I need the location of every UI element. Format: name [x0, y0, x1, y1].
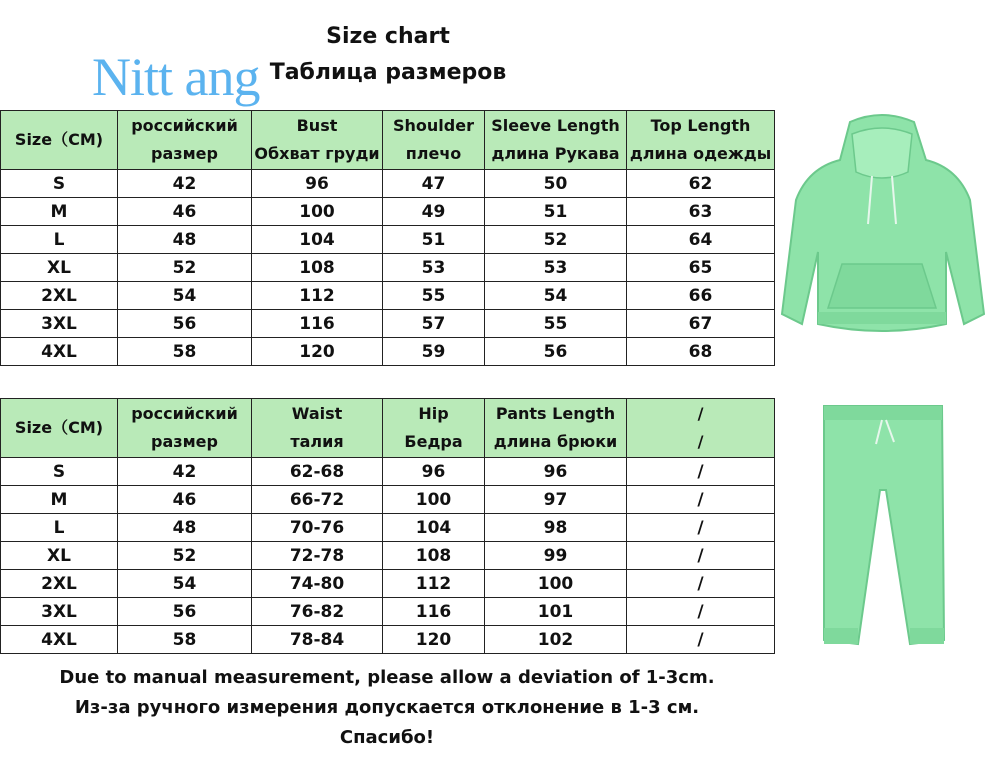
table-cell: 100: [485, 570, 627, 598]
table-cell: 49: [383, 198, 485, 226]
table-cell: 96: [252, 170, 383, 198]
table-cell: 52: [485, 226, 627, 254]
header-cell: [485, 111, 627, 170]
header-label: Size（CM): [14, 130, 104, 149]
table-cell: 46: [118, 198, 252, 226]
measurement-note-en: Due to manual measurement, please allow a deviation of 1-3cm.: [59, 667, 715, 688]
table-cell: L: [1, 226, 118, 254]
table-cell: 4XL: [1, 626, 118, 654]
header-label: /: [697, 432, 704, 451]
table-cell: 56: [118, 598, 252, 626]
table-cell: 48: [118, 226, 252, 254]
table-row: [1, 310, 775, 338]
table-cell: 116: [252, 310, 383, 338]
header-cell: [252, 111, 383, 170]
table-row: [1, 338, 775, 366]
table-cell: XL: [1, 254, 118, 282]
table-row: [1, 514, 775, 542]
table-cell: /: [627, 486, 775, 514]
table-cell: 56: [118, 310, 252, 338]
header-cell: [383, 111, 485, 170]
table-cell: 104: [383, 514, 485, 542]
header-label: Waist: [291, 404, 343, 423]
table-cell: 102: [485, 626, 627, 654]
table-cell: 63: [627, 198, 775, 226]
header-label: Бедра: [404, 432, 463, 451]
table-cell: 112: [383, 570, 485, 598]
table-cell: 51: [383, 226, 485, 254]
header-cell: [485, 399, 627, 458]
header-label: Size（CM): [14, 418, 104, 437]
table-header-row: [1, 111, 775, 170]
table-cell: S: [1, 170, 118, 198]
table-cell: 66-72: [252, 486, 383, 514]
table-row: [1, 570, 775, 598]
header-label: Top Length: [650, 116, 751, 135]
table-cell: L: [1, 514, 118, 542]
table-cell: 62-68: [252, 458, 383, 486]
header-cell: [118, 111, 252, 170]
size-chart-title-ru: Таблица размеров: [269, 60, 507, 85]
table-cell: 116: [383, 598, 485, 626]
header-label: размер: [151, 432, 218, 451]
header-label: длина брюки: [493, 432, 618, 451]
table-cell: 56: [485, 338, 627, 366]
table-row: [1, 282, 775, 310]
table-cell: 96: [383, 458, 485, 486]
table-cell: XL: [1, 542, 118, 570]
header-label: Обхват груди: [254, 144, 380, 163]
table-cell: M: [1, 486, 118, 514]
table-cell: 65: [627, 254, 775, 282]
table-cell: 59: [383, 338, 485, 366]
table-cell: 51: [485, 198, 627, 226]
table-cell: 100: [252, 198, 383, 226]
header-label: Sleeve Length: [491, 116, 620, 135]
table-cell: 42: [118, 170, 252, 198]
hoodie-image: [780, 112, 985, 334]
header-label: длина одежды: [629, 144, 772, 163]
table-cell: 58: [118, 338, 252, 366]
table-cell: 62: [627, 170, 775, 198]
table-cell: M: [1, 198, 118, 226]
header-cell: [118, 399, 252, 458]
table-header-row: [1, 399, 775, 458]
table-cell: /: [627, 626, 775, 654]
table-cell: 53: [383, 254, 485, 282]
table-cell: 55: [383, 282, 485, 310]
table-cell: 47: [383, 170, 485, 198]
table-cell: 100: [383, 486, 485, 514]
table-cell: 99: [485, 542, 627, 570]
thanks-note: Спасибо!: [339, 727, 435, 748]
table-cell: S: [1, 458, 118, 486]
table-cell: 2XL: [1, 282, 118, 310]
header-label: Hip: [418, 404, 449, 423]
table-cell: /: [627, 514, 775, 542]
table-cell: 72-78: [252, 542, 383, 570]
table-cell: 67: [627, 310, 775, 338]
header-label: размер: [151, 144, 218, 163]
size-chart-title: Size chart: [326, 24, 450, 49]
header-label: Pants Length: [495, 404, 616, 423]
pants-image: [818, 400, 948, 658]
table-cell: 52: [118, 542, 252, 570]
table-row: [1, 254, 775, 282]
table-cell: 120: [383, 626, 485, 654]
table-cell: 112: [252, 282, 383, 310]
table-cell: 108: [252, 254, 383, 282]
table-cell: 64: [627, 226, 775, 254]
table-cell: 53: [485, 254, 627, 282]
table-row: [1, 626, 775, 654]
table-cell: 74-80: [252, 570, 383, 598]
table-cell: 58: [118, 626, 252, 654]
table-cell: 54: [118, 570, 252, 598]
measurement-note-ru: Из-за ручного измерения допускается отклонение в 1-3 см.: [74, 697, 700, 718]
table-cell: 55: [485, 310, 627, 338]
header-label: талия: [290, 432, 344, 451]
table-cell: 48: [118, 514, 252, 542]
table-row: [1, 598, 775, 626]
table-cell: 96: [485, 458, 627, 486]
top-size-table: [0, 110, 775, 366]
table-cell: 50: [485, 170, 627, 198]
header-label: плечо: [405, 144, 462, 163]
table-cell: 108: [383, 542, 485, 570]
header-cell: [627, 399, 775, 458]
table-row: [1, 170, 775, 198]
table-cell: 70-76: [252, 514, 383, 542]
table-cell: /: [627, 598, 775, 626]
table-cell: 101: [485, 598, 627, 626]
table-cell: /: [627, 458, 775, 486]
table-cell: 54: [118, 282, 252, 310]
header-cell: [383, 399, 485, 458]
header-cell: [252, 399, 383, 458]
table-cell: 76-82: [252, 598, 383, 626]
table-cell: /: [627, 542, 775, 570]
table-cell: 66: [627, 282, 775, 310]
table-cell: 3XL: [1, 310, 118, 338]
bottom-size-table: [0, 398, 775, 654]
header-label: /: [697, 404, 704, 423]
header-label: длина Рукава: [491, 144, 620, 163]
table-cell: 52: [118, 254, 252, 282]
table-row: [1, 542, 775, 570]
header-label: Bust: [296, 116, 338, 135]
table-cell: 120: [252, 338, 383, 366]
table-cell: 3XL: [1, 598, 118, 626]
header-label: российский: [131, 116, 238, 135]
header-label: Shoulder: [393, 116, 474, 135]
table-cell: 104: [252, 226, 383, 254]
table-cell: 2XL: [1, 570, 118, 598]
table-cell: 98: [485, 514, 627, 542]
table-cell: 68: [627, 338, 775, 366]
table-cell: 4XL: [1, 338, 118, 366]
table-cell: 42: [118, 458, 252, 486]
table-row: [1, 458, 775, 486]
table-row: [1, 198, 775, 226]
table-cell: 78-84: [252, 626, 383, 654]
table-row: [1, 226, 775, 254]
table-row: [1, 486, 775, 514]
header-cell: [1, 399, 118, 458]
brand-watermark: Nitt ang: [92, 47, 260, 107]
header-cell: [627, 111, 775, 170]
header-label: российский: [131, 404, 238, 423]
header-cell: [1, 111, 118, 170]
table-cell: 57: [383, 310, 485, 338]
table-cell: 46: [118, 486, 252, 514]
table-cell: 97: [485, 486, 627, 514]
table-cell: 54: [485, 282, 627, 310]
table-cell: /: [627, 570, 775, 598]
